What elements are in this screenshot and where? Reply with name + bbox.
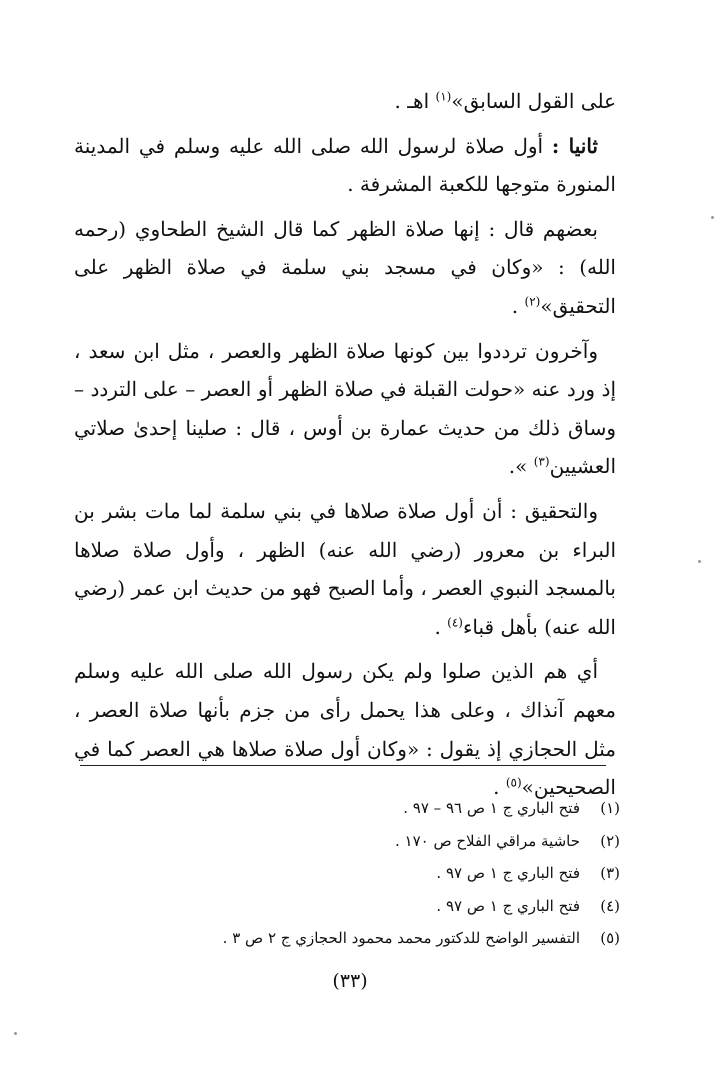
footnote-text: فتح الباري ج ١ ص ٩٧ . <box>436 864 580 882</box>
scan-speck <box>698 560 701 563</box>
text-segment: بعضهم قال : إنها صلاة الظهر كما قال الشيخ الطحاوي (رحمه الله) : «وكان في مسجد بني سلمة في صلاة الظهر على التحقيق» <box>74 216 616 318</box>
footnote-reference: (٢) <box>524 294 541 309</box>
footnote <box>150 922 620 955</box>
text-segment: . <box>434 614 448 639</box>
footnote-reference: (٣) <box>533 454 550 469</box>
section-lead: ثانيا : <box>551 133 598 158</box>
footnote-number: (٣) <box>600 864 620 882</box>
text-segment: على القول السابق» <box>451 89 616 113</box>
footnote-number: (٥) <box>600 929 620 947</box>
footnote-reference: (٤) <box>447 615 463 630</box>
text-segment: . <box>493 775 506 800</box>
paragraph <box>74 210 616 326</box>
text-segment: . <box>511 293 525 318</box>
footnote-reference: (١) <box>435 89 452 104</box>
text-segment: ». <box>508 454 534 479</box>
page-number: (٣٣) <box>332 970 368 992</box>
paragraph <box>74 332 616 486</box>
footnote-reference: (٥) <box>505 775 522 790</box>
text-segment: وآخرون ترددوا بين كونها صلاة الظهر والعصر ، مثل ابن سعد ، إذ ورد عنه «حولت القبلة في صلاة الظهر أو العصر – على التردد – وساق ذلك من حديث عمارة بن أوس ، قال : صلينا إحدىٰ صلاتي العشيين <box>74 338 616 479</box>
main-text <box>74 82 616 807</box>
scan-speck <box>14 1032 17 1035</box>
footnote-text: فتح الباري ج ١ ص ٩٦ – ٩٧ . <box>403 799 580 817</box>
text-segment: أول صلاة لرسول الله صلى الله عليه وسلم في المدينة المنورة متوجها للكعبة المشرفة . <box>74 133 616 197</box>
paragraph <box>74 652 616 806</box>
footnote-divider <box>80 765 606 766</box>
text-segment: اهـ . <box>394 89 436 113</box>
footnote-text: حاشية مراقي الفلاح ص ١٧٠ . <box>394 831 580 850</box>
paragraph <box>74 82 616 121</box>
footnote <box>150 857 620 890</box>
footnote-text: التفسير الواضح للدكتور محمد محمود الحجازي ج ٢ ص ٣ . <box>222 929 580 947</box>
paragraph <box>74 492 616 646</box>
footnote-text: فتح الباري ج ١ ص ٩٧ . <box>436 896 580 915</box>
paragraph <box>74 127 616 204</box>
footnote-number: (١) <box>600 799 620 817</box>
text-segment: أي هم الذين صلوا ولم يكن رسول الله صلى الله عليه وسلم معهم آنذاك ، وعلى هذا يحمل رأى من جزم بأنها صلاة العصر ، مثل الحجازي إذ يقول : «وكان أول صلاة صلاها هي العصر كما في الصحيحين» <box>74 659 616 800</box>
text-segment: والتحقيق : أن أول صلاة صلاها في بني سلمة لما مات بشر بن البراء بن معرور (رضي الله عنه) الظهر ، وأول صلاة صلاها بالمسجد النبوي العصر ، وأما الصبح فهو من حديث ابن عمر (رضي الله عنه) بأهل قباء <box>74 498 616 639</box>
footnote-number: (٢) <box>600 831 620 850</box>
footnote <box>150 825 620 858</box>
footnote <box>150 890 620 923</box>
scan-speck <box>711 216 714 219</box>
footnote <box>150 792 620 825</box>
footnotes-list <box>150 792 620 955</box>
footnote-number: (٤) <box>600 896 620 915</box>
